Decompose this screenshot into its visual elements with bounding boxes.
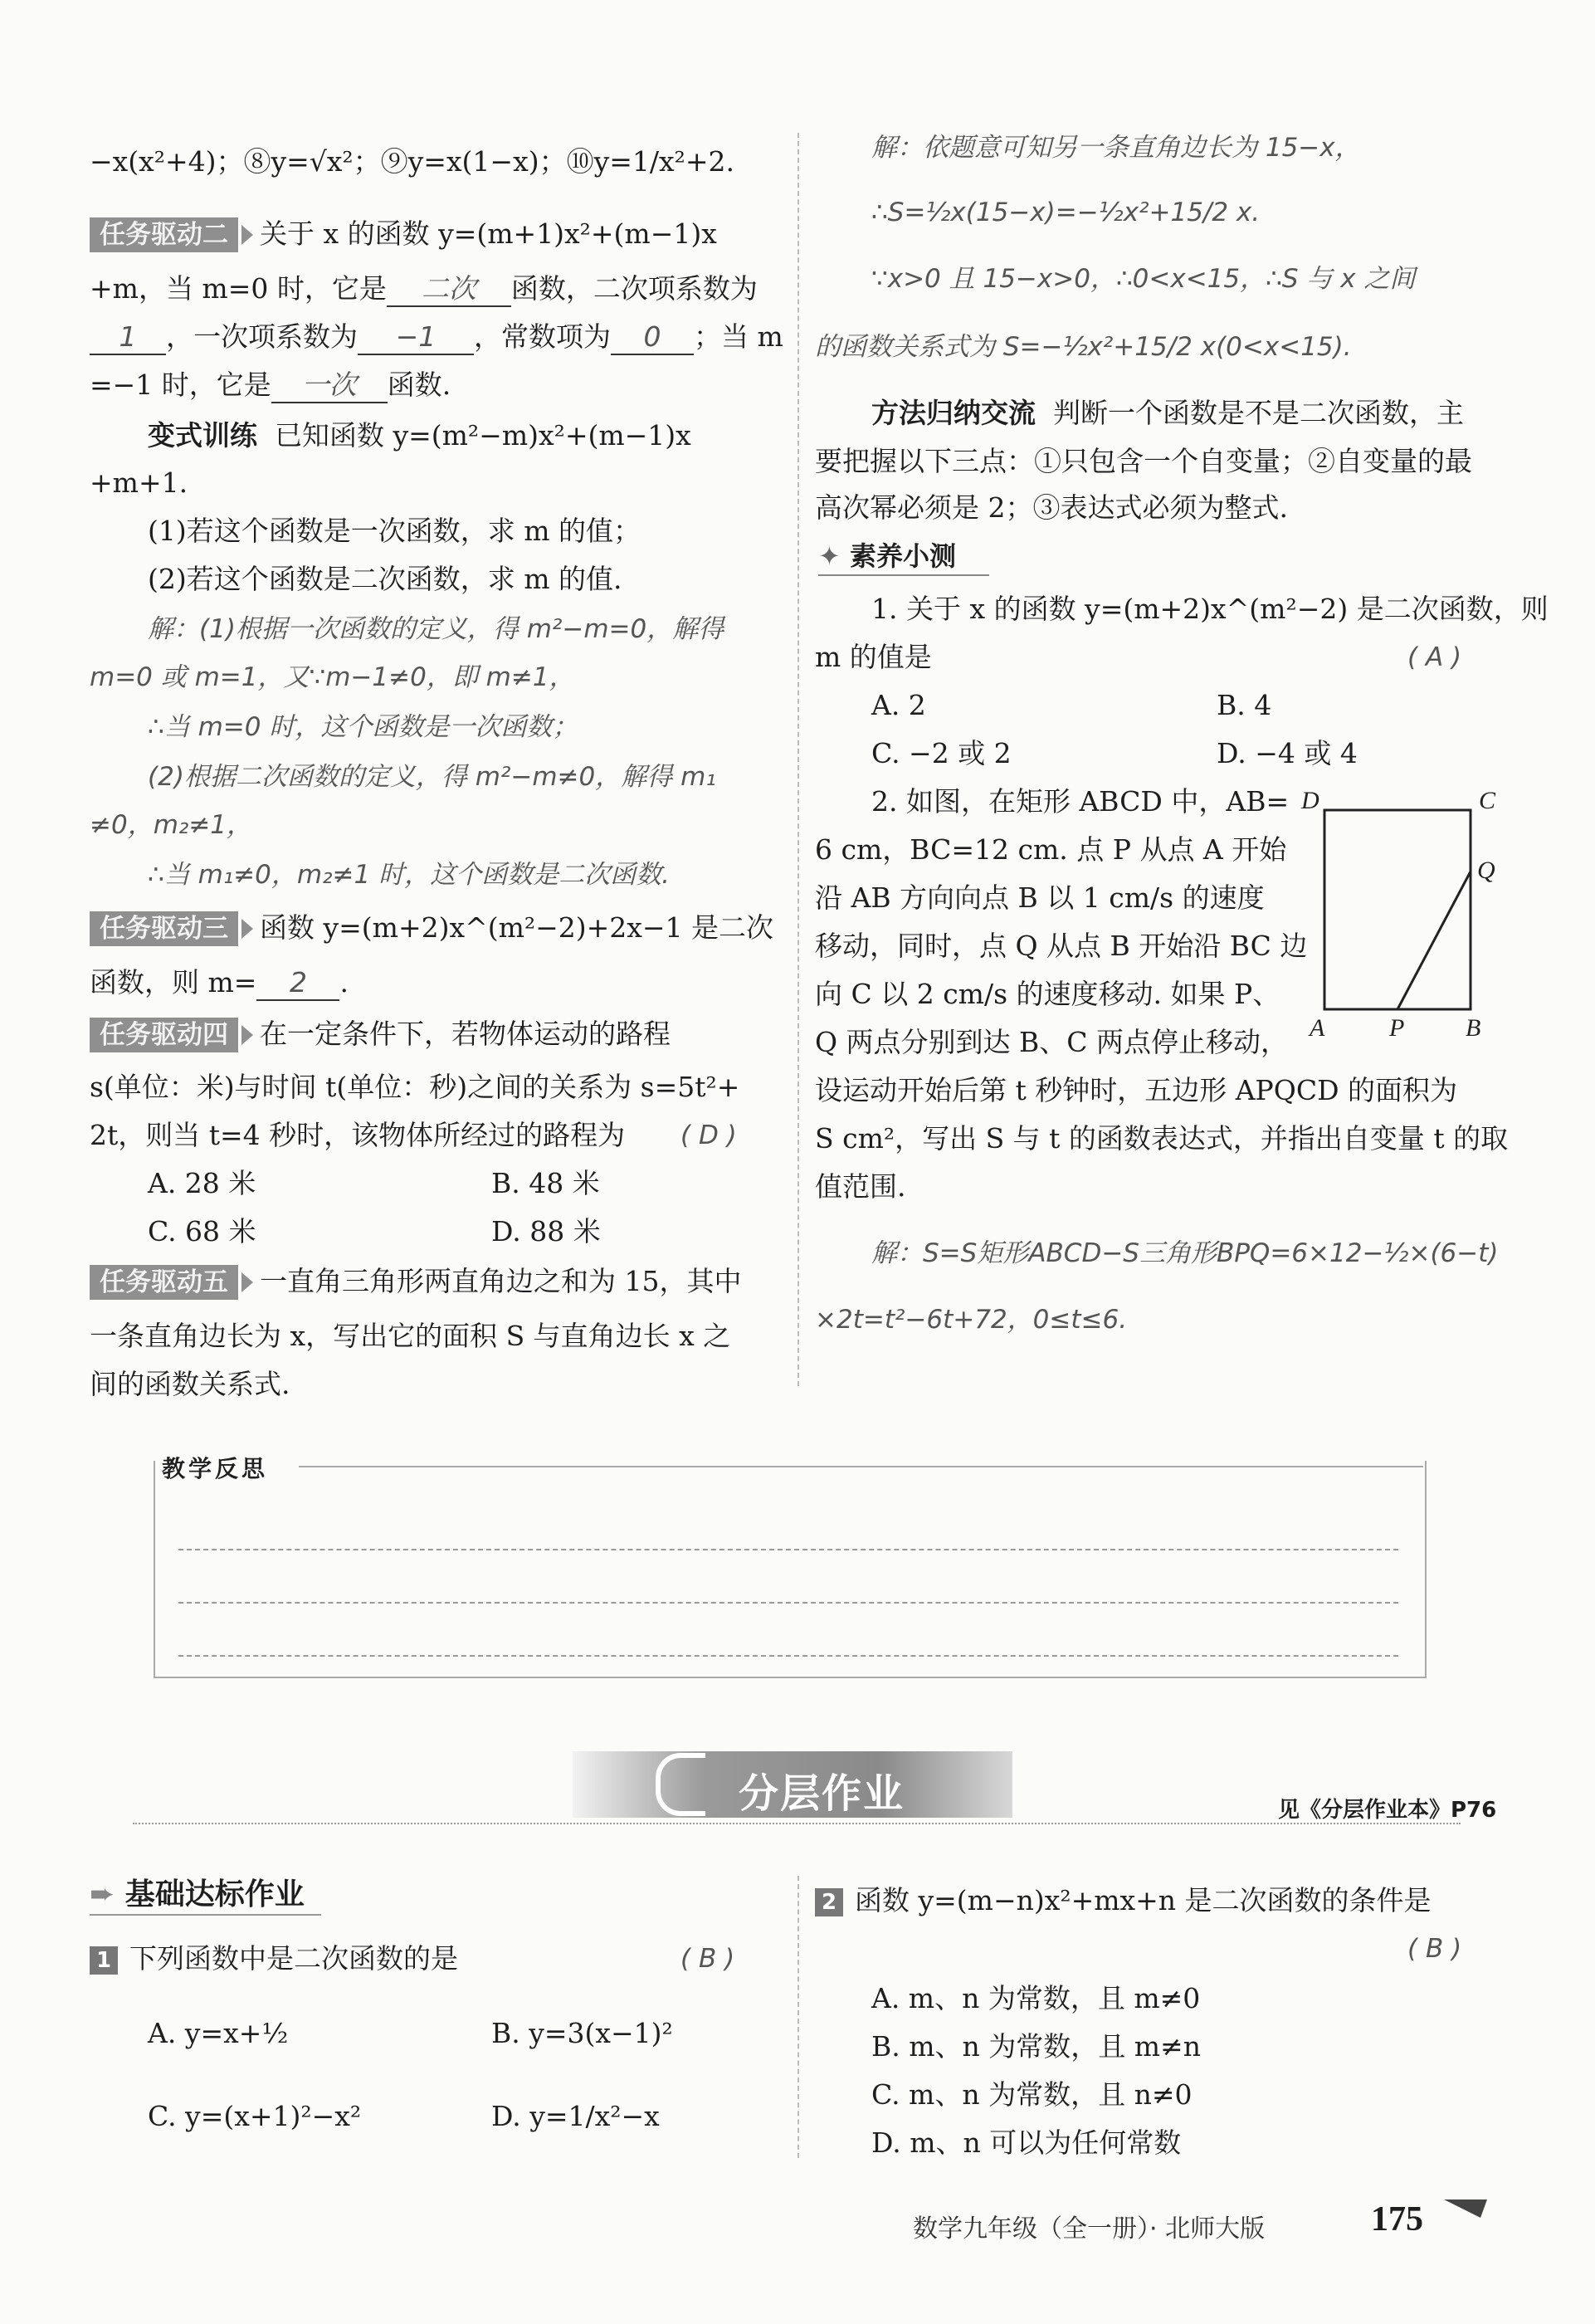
task-tag: 任务驱动五	[90, 1265, 238, 1300]
task-three-line2: 函数，则 m= 2 .	[90, 966, 349, 1001]
answer-blank: 0	[611, 320, 694, 355]
option-d: D. −4 或 4	[1217, 737, 1358, 769]
quiz-heading: ✦ 素养小测	[818, 538, 989, 576]
variant-training: 变式训练 已知函数 y=(m²−m)x²+(m−1)x	[148, 419, 691, 452]
text-line: −x(x²+4)；⑧y=√x²；⑨y=x(1−x)；⑩y=1/x²+2.	[90, 145, 734, 178]
column-divider	[798, 133, 799, 1386]
text-line: 2t，则当 t=4 秒时，该物体所经过的路程为	[90, 1119, 626, 1151]
text-line: 移动，同时，点 Q 从点 B 开始沿 BC 边	[815, 930, 1308, 962]
solution-line: ∵x>0 且 15−x>0，∴0<x<15，∴S 与 x 之间	[871, 264, 1416, 294]
text-line: 要把握以下三点：①只包含一个自变量；②自变量的最	[815, 445, 1472, 477]
answer-choice: ( A )	[1407, 642, 1462, 672]
answer-choice: ( B )	[1407, 1934, 1462, 1964]
text-line: S cm²，写出 S 与 t 的函数表达式，并指出自变量 t 的取	[815, 1122, 1509, 1155]
solution-line: 解：(1)根据一次函数的定义，得 m²−m=0，解得	[148, 614, 724, 644]
text-line: 高次幂必须是 2；③表达式必须为整式.	[815, 491, 1288, 524]
text-line: 间的函数关系式.	[90, 1368, 290, 1400]
solution-line: 解：依题意可知另一条直角边长为 15−x，	[871, 133, 1361, 163]
task-two: 任务驱动二 关于 x 的函数 y=(m+1)x²+(m−1)x	[90, 217, 717, 252]
text-line: Q 两点分别到达 B、C 两点停止移动，	[815, 1026, 1289, 1058]
text-line: 值范围.	[815, 1170, 906, 1203]
writing-line	[178, 1655, 1398, 1657]
task-tag: 任务驱动三	[90, 911, 238, 946]
homework-question-1: 1 下列函数中是二次函数的是	[90, 1942, 458, 1975]
solution-line: ∴当 m=0 时，这个函数是一次函数；	[148, 712, 578, 742]
corner-arrow-icon	[1444, 2200, 1487, 2218]
option-b: B. 4	[1217, 689, 1272, 721]
task-tag: 任务驱动二	[90, 217, 238, 252]
answer-choice: ( B )	[680, 1944, 735, 1974]
text-line: +m+1.	[90, 466, 188, 499]
task-two-line3: 1 ，一次项系数为 −1 ，常数项为 0 ；当 m	[90, 320, 783, 355]
task-two-line4: =−1 时，它是 一次 函数.	[90, 369, 451, 403]
solution-line: (2)根据二次函数的定义，得 m²−m≠0，解得 m₁	[148, 762, 716, 792]
writing-line	[178, 1549, 1398, 1550]
label-q: Q	[1477, 857, 1495, 884]
option-a: A. 2	[871, 689, 926, 721]
solution-line: 解：S=S矩形ABCD−S三角形BPQ=6×12−½×(6−t)	[871, 1238, 1499, 1268]
column-divider	[798, 1876, 799, 2158]
text-line: (2)若这个函数是二次函数，求 m 的值.	[148, 563, 622, 595]
solution-line: ∴S=½x(15−x)=−½x²+15/2 x.	[871, 198, 1261, 227]
task-five: 任务驱动五 一直角三角形两直角边之和为 15，其中	[90, 1265, 741, 1300]
solution-line: 的函数关系式为 S=−½x²+15/2 x(0<x<15).	[815, 332, 1352, 362]
answer-blank: 一次	[271, 369, 388, 403]
reflection-box	[154, 1461, 1427, 1678]
task-three: 任务驱动三 函数 y=(m+2)x^(m²−2)+2x−1 是二次	[90, 911, 773, 946]
text-line: 1. 关于 x 的函数 y=(m+2)x^(m²−2) 是二次函数，则	[871, 593, 1549, 625]
option-d: D. y=1/x²−x	[491, 2100, 660, 2132]
basic-homework-heading: ➨ 基础达标作业	[90, 1876, 321, 1916]
text-line: 一条直角边长为 x，写出它的面积 S 与直角边长 x 之	[90, 1320, 731, 1352]
option-a: A. y=x+½	[148, 2017, 289, 2049]
text-line: (1)若这个函数是一次函数，求 m 的值；	[148, 515, 641, 547]
option-c: C. −2 或 2	[871, 737, 1012, 769]
text-line: 6 cm，BC=12 cm. 点 P 从点 A 开始	[815, 833, 1287, 866]
option-b: B. 48 米	[491, 1167, 600, 1199]
option-b: B. m、n 为常数，且 m≠n	[871, 2030, 1201, 2063]
banner-title: 分层作业	[739, 1770, 905, 1817]
answer-blank: 2	[256, 966, 339, 1001]
writing-line	[178, 1602, 1398, 1604]
solution-line: ∴当 m₁≠0，m₂≠1 时，这个函数是二次函数.	[148, 860, 670, 890]
rectangle-figure	[1295, 780, 1510, 1046]
method-summary: 方法归纳交流 判断一个函数是不是二次函数，主	[871, 397, 1464, 429]
text-line: m 的值是	[815, 641, 932, 673]
homework-question-2: 2 函数 y=(m−n)x²+mx+n 是二次函数的条件是	[815, 1884, 1432, 1917]
option-d: D. m、n 可以为任何常数	[871, 2126, 1182, 2159]
variant-heading: 变式训练	[148, 419, 257, 452]
option-c: C. y=(x+1)²−x²	[148, 2100, 362, 2132]
banner-rule	[133, 1823, 1461, 1824]
question-number: 2	[815, 1888, 843, 1916]
option-a: A. 28 米	[148, 1167, 256, 1199]
label-a: A	[1310, 1014, 1325, 1042]
task-tag: 任务驱动四	[90, 1018, 238, 1052]
text-line: 设运动开始后第 t 秒钟时，五边形 APQCD 的面积为	[815, 1074, 1458, 1106]
label-c: C	[1479, 787, 1496, 814]
answer-blank: −1	[358, 320, 474, 355]
task-two-line2: +m，当 m=0 时，它是 二次 函数，二次项系数为	[90, 272, 758, 307]
label-b: B	[1466, 1014, 1481, 1042]
text-line: 沿 AB 方向向点 B 以 1 cm/s 的速度	[815, 881, 1265, 914]
method-heading: 方法归纳交流	[871, 397, 1036, 429]
option-c: C. 68 米	[148, 1215, 256, 1247]
text-line: s(单位：米)与时间 t(单位：秒)之间的关系为 s=5t²+	[90, 1071, 740, 1103]
label-p: P	[1389, 1014, 1405, 1042]
homework-reference: 见《分层作业本》P76	[1278, 1798, 1497, 1823]
question-number: 1	[90, 1946, 118, 1975]
answer-choice: ( D )	[680, 1120, 737, 1150]
text-line: 2. 如图，在矩形 ABCD 中，AB=	[871, 785, 1290, 818]
text-line: 向 C 以 2 cm/s 的速度移动. 如果 P、	[815, 978, 1280, 1010]
solution-line: ≠0，m₂≠1，	[90, 810, 253, 840]
page-number: 175	[1371, 2200, 1423, 2239]
solution-line: ×2t=t²−6t+72，0≤t≤6.	[815, 1305, 1128, 1335]
reflection-top-line	[299, 1466, 1423, 1467]
option-c: C. m、n 为常数，且 n≠0	[871, 2078, 1193, 2111]
solution-line: m=0 或 m=1，又∵m−1≠0，即 m≠1，	[90, 662, 575, 692]
answer-blank: 二次	[387, 272, 511, 307]
task-four: 任务驱动四 在一定条件下，若物体运动的路程	[90, 1018, 671, 1052]
arrow-icon: ➨	[90, 1877, 125, 1911]
star-icon: ✦	[818, 540, 850, 572]
reflection-title: 教学反思	[162, 1451, 276, 1484]
banner-logo-icon	[656, 1753, 705, 1816]
option-b: B. y=3(x−1)²	[491, 2017, 673, 2049]
option-a: A. m、n 为常数，且 m≠0	[871, 1982, 1201, 2014]
option-d: D. 88 米	[491, 1215, 601, 1247]
answer-blank: 1	[90, 320, 166, 355]
label-d: D	[1301, 787, 1319, 814]
footer-book-title: 数学九年级（全一册）· 北师大版	[913, 2214, 1266, 2243]
